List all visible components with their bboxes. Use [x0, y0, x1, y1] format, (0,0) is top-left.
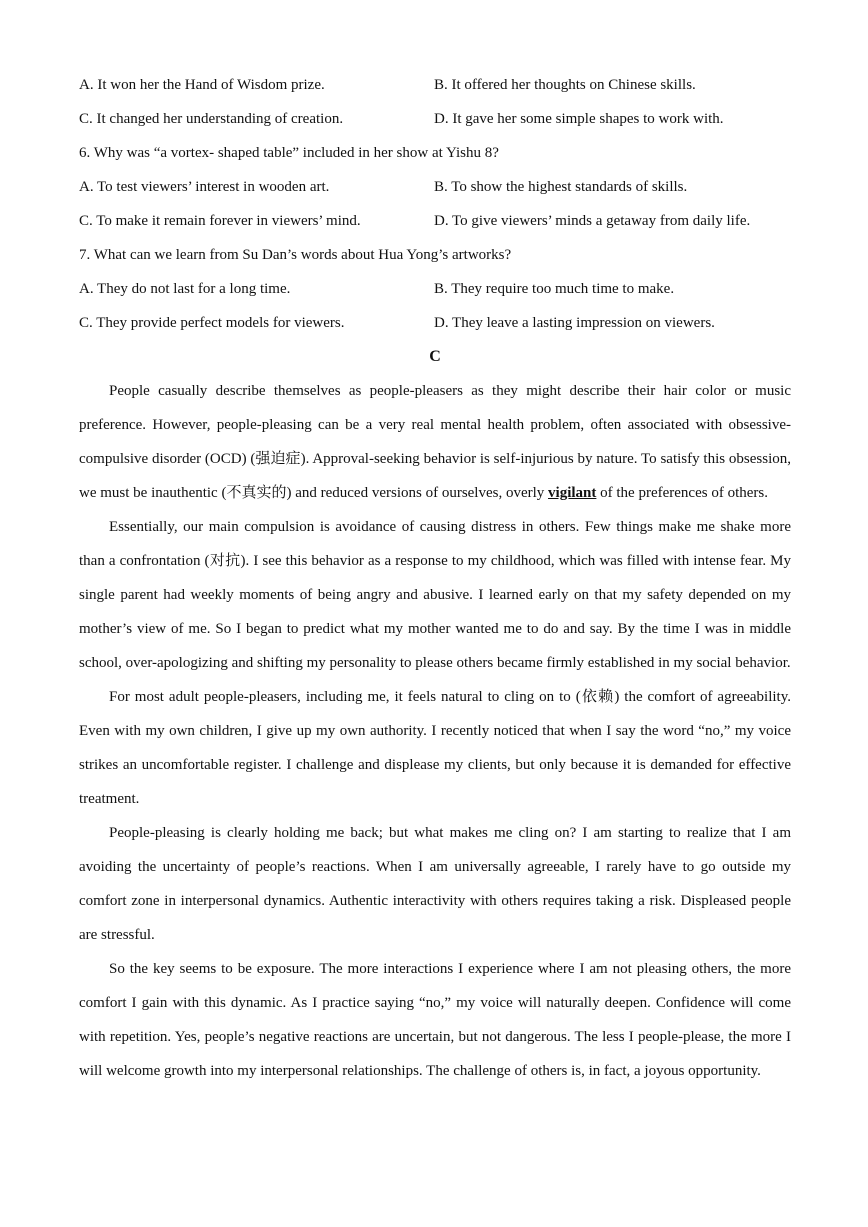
q7-options-row-1 [79, 272, 791, 306]
passage-paragraph-4: People-pleasing is clearly holding me back; but what makes me cling on? I am starting to realize that I am avoiding the uncertainty of people’s reactions. When I am universally agreeable, I rarely have to go outside my comfort zone in interpersonal dynamics. Authentic interactivity with others requires taking a risk. Displeased people are stressful. [79, 825, 791, 943]
q6-question: 6. Why was “a vortex- shaped table” included in her show at Yishu 8? [79, 145, 499, 161]
exam-page [79, 68, 791, 1088]
q5-option-a: A. It won her the Hand of Wisdom prize. [79, 77, 325, 93]
section-c-title: C [429, 348, 441, 365]
q7-option-a: A. They do not last for a long time. [79, 281, 291, 297]
q6-option-a: A. To test viewers’ interest in wooden art. [79, 179, 330, 195]
q5-option-d: D. It gave her some simple shapes to work with. [434, 111, 724, 127]
q6-option-d: D. To give viewers’ minds a getaway from daily life. [434, 213, 751, 229]
q6-option-c: C. To make it remain forever in viewers’ mind. [79, 213, 361, 229]
q6-option-b: B. To show the highest standards of skills. [434, 179, 688, 195]
passage-paragraph-5: So the key seems to be exposure. The more interactions I experience where I am not pleasing others, the more comfort I gain with this dynamic. As I practice saying “no,” my voice will naturally deepen. Confidence will come with repetition. Yes, people’s negative reactions are uncertain, but not dangerous. The less I people-please, the more I will welcome growth into my interpersonal relationships. The challenge of others is, in fact, a joyous opportunity. [79, 961, 791, 1079]
q7-question: 7. What can we learn from Su Dan’s words about Hua Yong’s artworks? [79, 247, 512, 263]
passage-paragraph-3: For most adult people-pleasers, including me, it feels natural to cling on to (依赖) the comfort of agreeability. Even with my own children, I give up my own authority. I recently noticed that when I say the word “no,” my voice strikes an uncomfortable register. I challenge and displease my clients, but only because it is demanded for effective treatment. [79, 689, 791, 807]
q7-option-c: C. They provide perfect models for viewers. [79, 315, 345, 331]
keyword-vigilant: vigilant [548, 485, 597, 501]
q7-option-b: B. They require too much time to make. [434, 281, 675, 297]
paragraph-1-text: People casually describe themselves as people-pleasers as they might describe their hair color or music preference. However, people-pleasing can be a very real mental health problem, often associated with obsessive-compulsive disorder (OCD) (强迫症). Approval-seeking behavior is self-injurious by nature. To satisfy this obsession, we must be inauthentic (不真实的) and reduced versions of ourselves, overly [79, 383, 791, 501]
q5-option-c: C. It changed her understanding of creation. [79, 111, 344, 127]
q5-options-row-2 [79, 102, 791, 136]
q5-option-b: B. It offered her thoughts on Chinese skills. [434, 77, 696, 93]
q5-options-row-1 [79, 68, 791, 102]
paragraph-1-text-end: of the preferences of others. [596, 485, 768, 501]
q6-options-row-1 [79, 170, 791, 204]
passage-paragraph-1 [79, 374, 791, 510]
q7-options-row-2 [79, 306, 791, 340]
q7-option-d: D. They leave a lasting impression on viewers. [434, 315, 715, 331]
q6-options-row-2 [79, 204, 791, 238]
passage-paragraph-2: Essentially, our main compulsion is avoidance of causing distress in others. Few things make me shake more than a confrontation (对抗). I see this behavior as a response to my childhood, which was filled with intense fear. My single parent had weekly moments of being angry and abusive. I learned early on that my safety depended on my mother’s view of me. So I began to predict what my mother wanted me to do and say. By the time I was in middle school, over-apologizing and shifting my personality to please others became firmly established in my social behavior. [79, 519, 791, 671]
